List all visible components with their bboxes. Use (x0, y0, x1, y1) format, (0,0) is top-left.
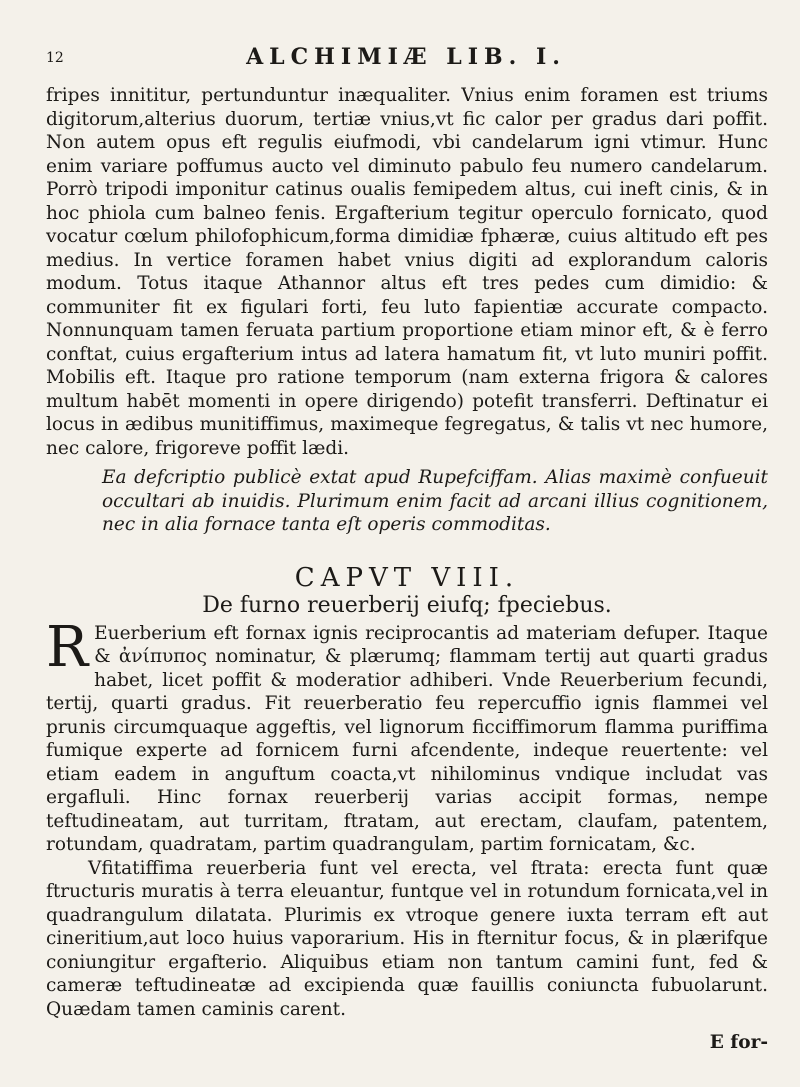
running-title: ALCHIMIÆ LIB. I. (246, 44, 566, 70)
chapter-heading: CAPVT VIII. (294, 562, 520, 593)
paragraph-reverberium (46, 614, 768, 857)
page-body (46, 84, 768, 1055)
page-header (46, 44, 766, 74)
paragraph-athannor: fripes innititur, pertunduntur inæqualiter. Vnius enim foramen est triums digitorum,alterius duorum, tertiæ vnius,vt fic calor per gradus dari poffit. Non autem opus eft regulis eiufmodi, vbi candelarum igni vtimur. Hunc enim variare poffumus aucto vel diminuto pabulo feu numero candelarum. Porrò tripodi imponitur catinus oualis femipedem altus, cui ineft cinis, & in hoc phiola cum balneo fenis. Ergafterium tegitur operculo fornicato, quod vocatur cœlum philofophicum,forma dimidiæ fphæræ, cuius altitudo eft pes medius. In vertice foramen habet vnius digiti ad explorandum caloris modum. Totus itaque Athannor altus eft tres pedes cum dimidio: & communiter fit ex figulari forti, feu luto fapientiæ accurate compacto. Nonnunquam tamen feruata partium proportione etiam minor eft, & è ferro conftat, cuius ergafterium intus ad latera hamatum fit, vt luto muniri poffit. Mobilis eft. Itaque pro ratione temporum (nam externa frigora & calores multum habēt momenti in opere dirigendo) potefit transferri. Deftinatur ei locus in ædibus munitiffimus, maximeque fegregatus, & talis vt nec humore, nec calore, frigoreve poffit lædi. (46, 85, 768, 459)
catchword: E for- (709, 1032, 768, 1053)
italic-note: Ea defcriptio publicè extat apud Rupefciffam. Alias maximè confueuit occultari ab inuidis. Plurimum enim facit ad arcani illius cognitionem, nec in alia fornace tanta eſt operis commoditas. (102, 467, 768, 535)
drop-capital: R (46, 614, 89, 680)
page-number: 12 (46, 50, 64, 66)
paragraph-usitata: Vfitatiffima reuerberia funt vel erecta, vel ftrata: erecta funt quæ ftructuris muratis à terra eleuantur, funtque vel in rotundum fornicata,vel in quadrangulum dilatata. Plurimis ex vtroque genere iuxta terram eft aut cineritium,aut loco huius vaporarium. His in fternitur focus, & in plærifque coniungitur ergafterio. Aliquibus etiam non tantum camini funt, fed & cameræ teftudineatæ ad excipienda quæ fauillis coniuncta fubuolarunt. Quædam tamen caminis carent. (46, 857, 768, 1020)
paragraph-reverberium-text: Euerberium eft fornax ignis reciprocantis ad materiam defuper. Itaque & ἀνίπυπος nominatur, & plærumq; flammam tertij aut quarti gradus habet, licet poffit & moderatior adhiberi. Vnde Reuerberium fecundi, tertij, quarti gradus. Fit reuerberatio feu repercuffio ignis flammei vel prunis circumquaque aggeftis, vel lignorum ficciffimorum flamma puriffima fumique experte ad fornicem furni afcendente, indeque reuertente: vel etiam eadem in anguftum coacta,vt nihilominus vndique includat vas ergafluli. Hinc fornax reuerberij varias accipit formas, nempe teftudineatam, aut turritam, ftratam, aut erectam, claufam, patentem, rotundam, quadratam, partim quadrangulam, partim fornicatam, &c. (46, 622, 768, 855)
chapter-title: De furno reuerberij eiufq; fpeciebus. (202, 593, 612, 618)
